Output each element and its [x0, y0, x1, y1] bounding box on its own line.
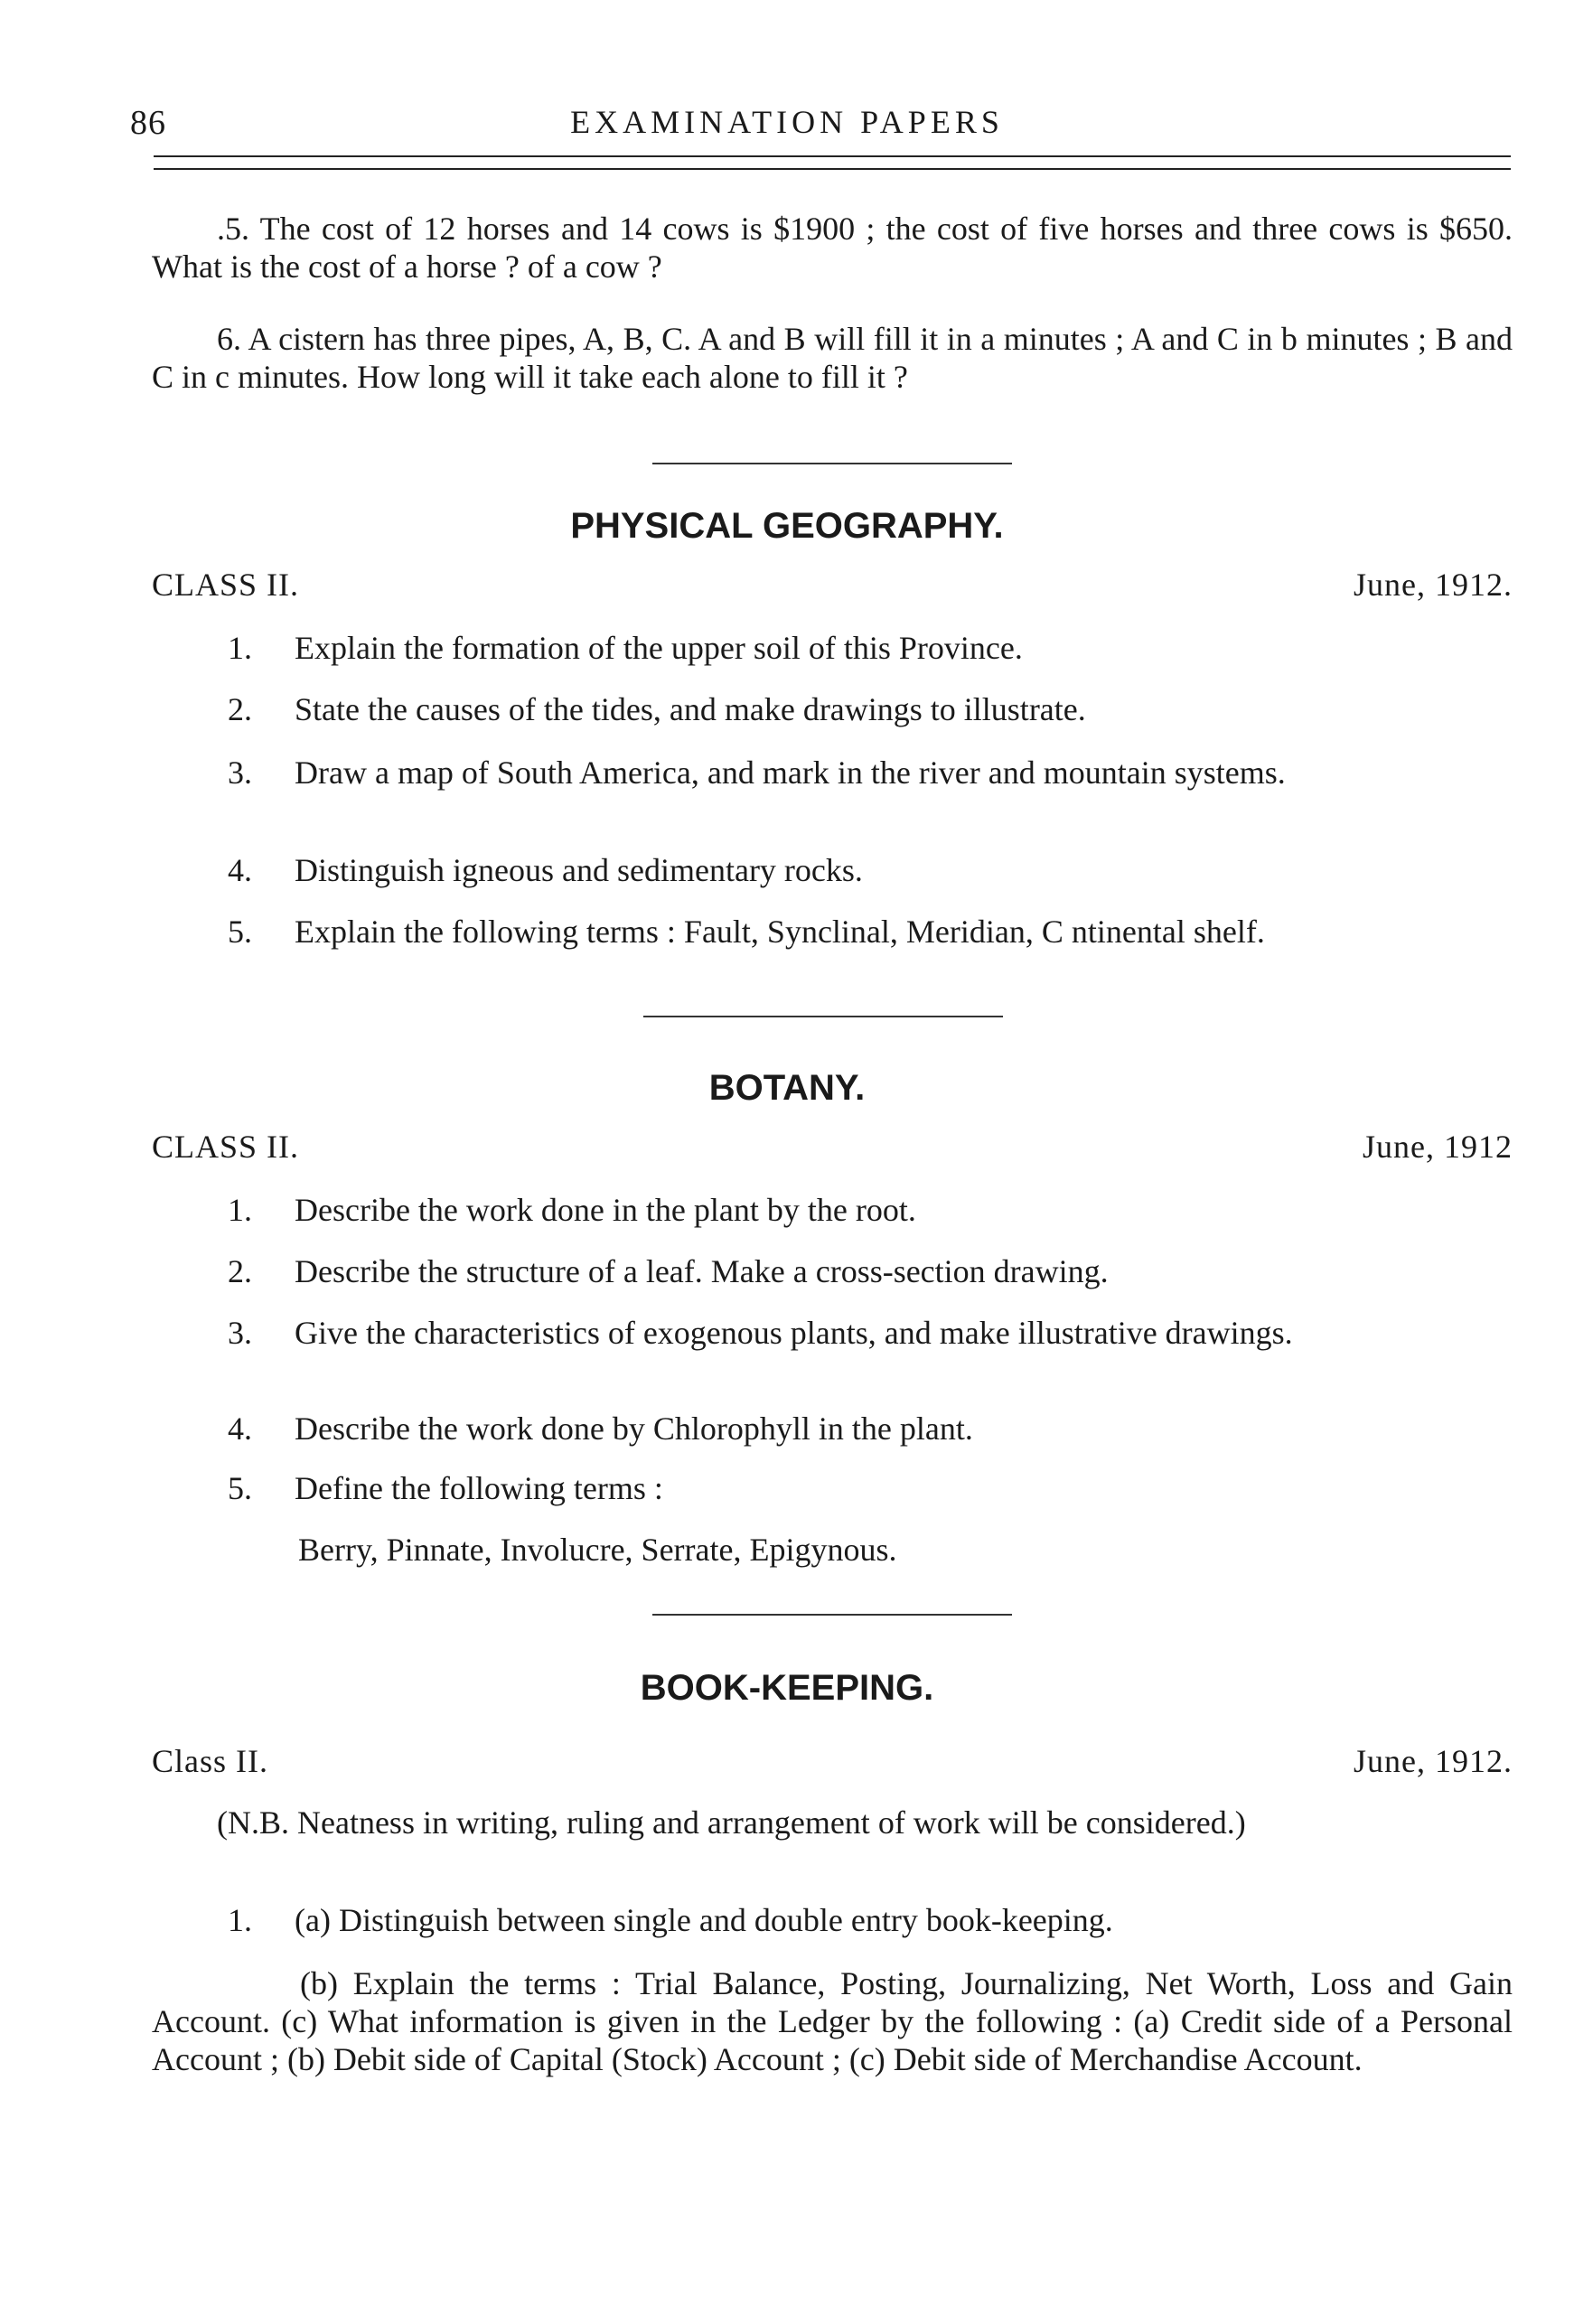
header-rule-top	[154, 155, 1511, 157]
class-line-physical-geography	[152, 566, 1513, 605]
running-title: EXAMINATION PAPERS	[570, 104, 1004, 140]
section-separator	[643, 1016, 1003, 1017]
botany-question-3: 3. Give the characteristics of exogenous plants, and make illustrative drawings.	[228, 1315, 1293, 1351]
class-label: Class II.	[152, 1743, 268, 1779]
exam-date: June, 1912	[1363, 1129, 1513, 1165]
header-rule-bottom	[154, 168, 1511, 170]
section-separator	[652, 1614, 1012, 1616]
pg-question-4: 4. Distinguish igneous and sedimentary rocks.	[228, 852, 863, 888]
botany-question-4: 4. Describe the work done by Chlorophyll in the plant.	[228, 1410, 973, 1447]
book-keeping-question-1a: 1. (a) Distinguish between single and double entry book-keeping.	[228, 1902, 1113, 1938]
botany-question-5: 5. Define the following terms :	[228, 1470, 663, 1506]
botany-question-1: 1. Describe the work done in the plant by the root.	[228, 1192, 916, 1228]
book-keeping-question-1b: (b) Explain the terms : Trial Balance, Posting, Journalizing, Net Worth, Loss and Gain Account. (c) What information is given in the Ledger by the following : (a) Credit side of a Personal Account ; (b) Debit side of Capital (Stock) Account ; (c) Debit side of Merchandise Account.	[152, 1965, 1513, 2077]
class-line-book-keeping	[152, 1742, 1513, 1782]
section-separator	[652, 463, 1012, 464]
class-line-botany	[152, 1128, 1513, 1167]
book-keeping-note: (N.B. Neatness in writing, ruling and arrangement of work will be considered.)	[217, 1804, 1246, 1841]
class-label: CLASS II.	[152, 567, 300, 603]
section-title-botany: BOTANY.	[708, 1068, 866, 1108]
section-title-physical-geography: PHYSICAL GEOGRAPHY.	[570, 506, 1004, 546]
class-label: CLASS II.	[152, 1129, 300, 1165]
algebra-question-6: 6. A cistern has three pipes, A, B, C. A and B will fill it in a minutes ; A and C in b minutes ; B and C in c minutes. How long will it take each alone to fill it ?	[152, 321, 1513, 395]
section-title-book-keeping: BOOK-KEEPING.	[640, 1668, 934, 1708]
algebra-question-5: .5. The cost of 12 horses and 14 cows is $1900 ; the cost of five horses and three cows is $650. What is the cost of a horse ? of a cow ?	[152, 211, 1513, 285]
running-head	[0, 103, 1574, 154]
pg-question-1: 1. Explain the formation of the upper soil of this Province.	[228, 630, 1023, 666]
pg-question-3: 3. Draw a map of South America, and mark in the river and mountain systems.	[228, 754, 1286, 791]
botany-terms-list: Berry, Pinnate, Involucre, Serrate, Epigynous.	[298, 1532, 897, 1568]
botany-question-2: 2. Describe the structure of a leaf. Make a cross-section drawing.	[228, 1253, 1109, 1289]
exam-date: June, 1912.	[1354, 567, 1513, 603]
pg-question-2: 2. State the causes of the tides, and make drawings to illustrate.	[228, 691, 1086, 727]
page-number: 86	[130, 104, 166, 142]
pg-question-5: 5. Explain the following terms : Fault, Synclinal, Meridian, C ntinental shelf.	[228, 914, 1265, 950]
exam-date: June, 1912.	[1354, 1743, 1513, 1779]
